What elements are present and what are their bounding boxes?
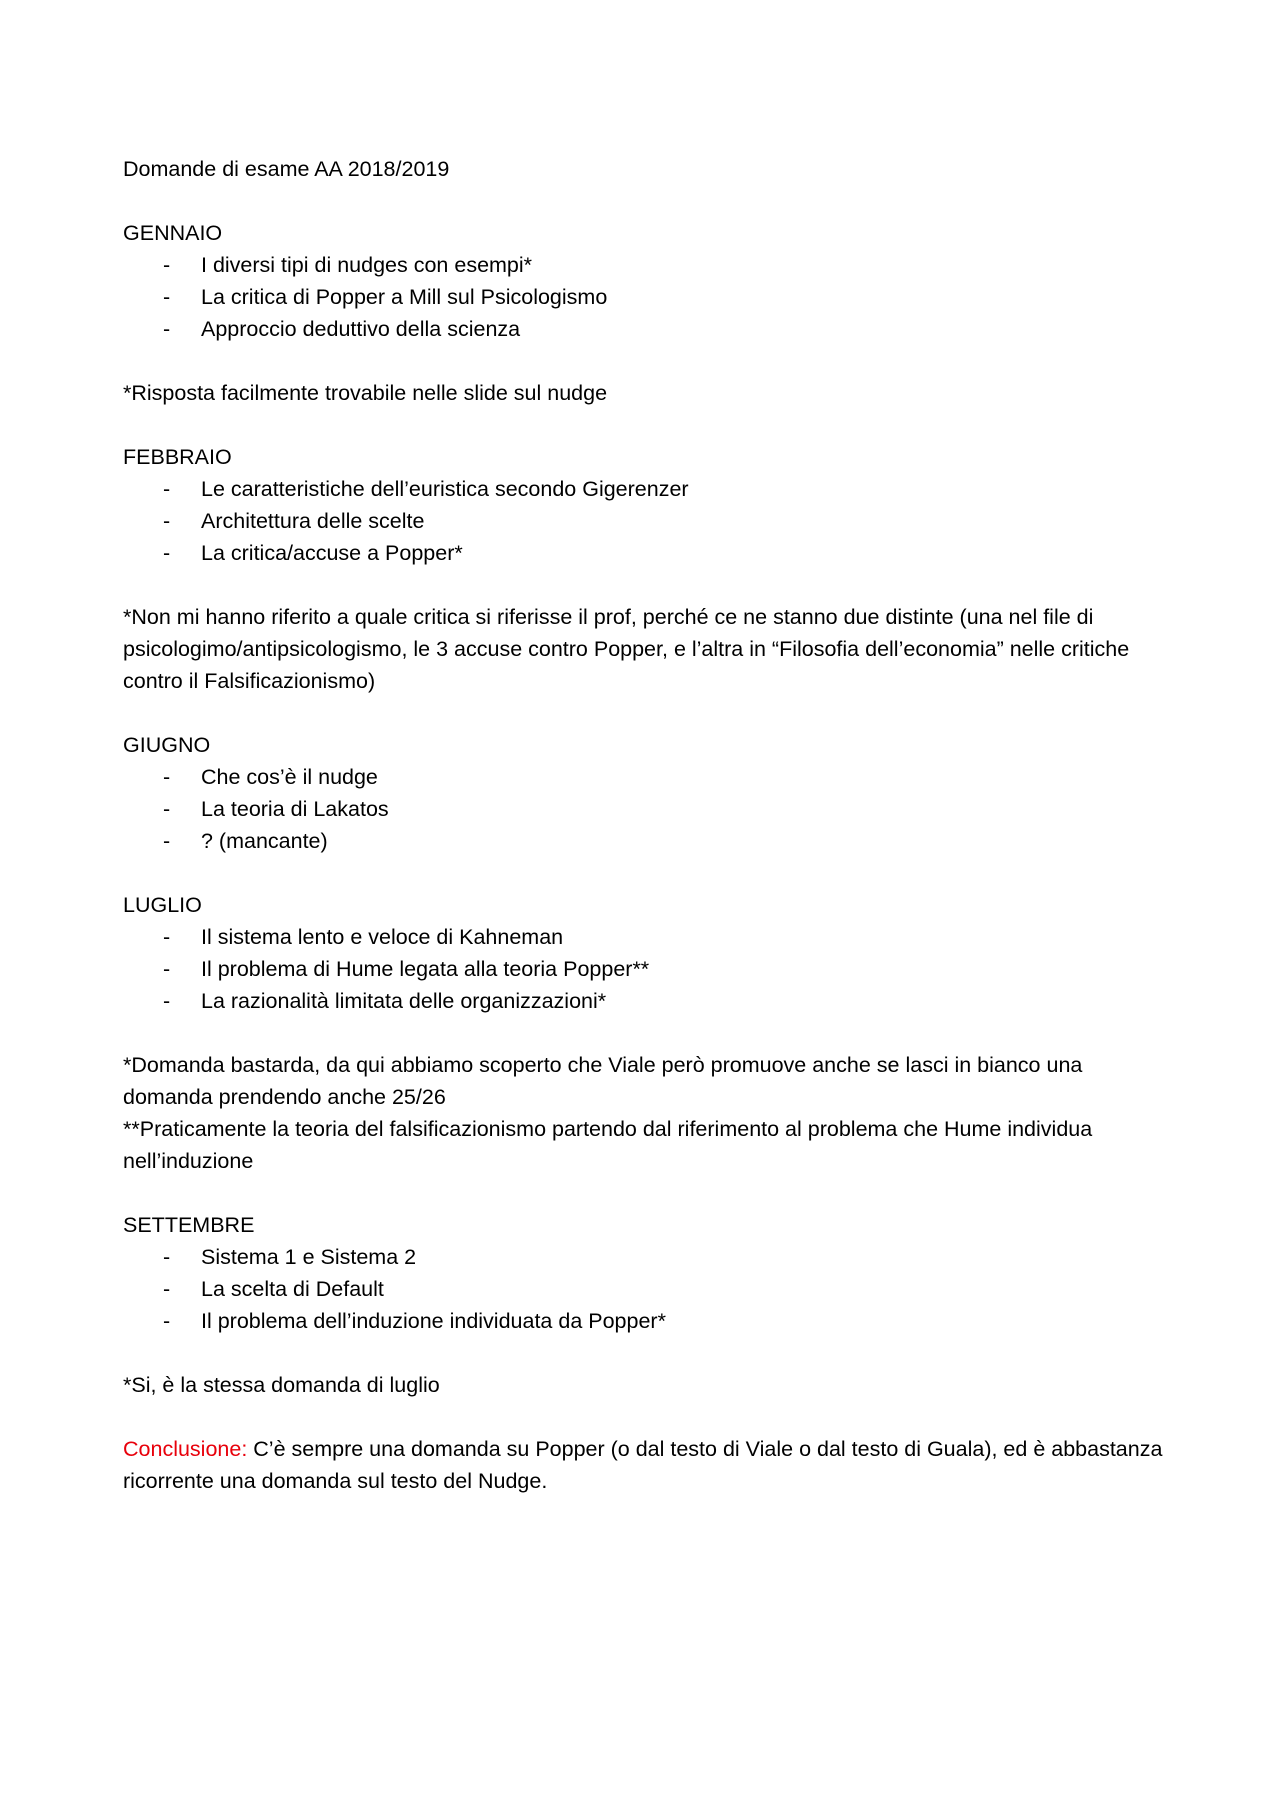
section-gennaio [123,217,1163,441]
section-settembre [123,1209,1163,1433]
list-item [123,537,1163,569]
bullet-dash: - [163,317,171,341]
question-text: Sistema 1 e Sistema 2 [201,1245,417,1269]
section-note: *Domanda bastarda, da qui abbiamo scoperto che Viale però promuove anche se lasci in bianco una domanda prendendo anche 25/26 [123,1053,1083,1109]
bullet-dash: - [163,1277,171,1301]
question-text: La critica/accuse a Popper* [201,541,463,565]
bullet-dash: - [163,925,171,949]
list-item [123,921,1163,953]
spacer [123,185,1163,217]
list-item [123,985,1163,1017]
question-list [123,249,1163,345]
question-text: Il problema dell’induzione individuata da Popper* [201,1309,666,1333]
conclusion-paragraph [123,1433,1163,1497]
section-heading: GIUGNO [123,733,211,757]
bullet-dash: - [163,285,171,309]
spacer [123,569,1163,601]
list-item [123,761,1163,793]
bullet-dash: - [163,509,171,533]
bullet-dash: - [163,477,171,501]
list-item [123,953,1163,985]
section-heading: LUGLIO [123,893,202,917]
spacer [123,857,1163,889]
bullet-dash: - [163,253,171,277]
list-item [123,793,1163,825]
list-item [123,825,1163,857]
question-text: Approccio deduttivo della scienza [201,317,521,341]
section-heading: FEBBRAIO [123,445,232,469]
section-note: **Praticamente la teoria del falsificazionismo partendo dal riferimento al problema che Hume individua nell’induzione [123,1117,1093,1173]
list-item [123,249,1163,281]
list-item [123,313,1163,345]
list-item [123,505,1163,537]
bullet-dash: - [163,797,171,821]
section-note: *Si, è la stessa domanda di luglio [123,1373,440,1397]
section-note: *Non mi hanno riferito a quale critica si riferisse il prof, perché ce ne stanno due distinte (una nel file di psicologimo/antipsicologismo, le 3 accuse contro Popper, e l’altra in “Filosofia dell’economia” nelle critiche contro il Falsificazionismo) [123,605,1130,693]
spacer [123,1401,1163,1433]
question-text: ? (mancante) [201,829,328,853]
section-febbraio [123,441,1163,729]
spacer [123,345,1163,377]
section-note: *Risposta facilmente trovabile nelle slide sul nudge [123,381,608,405]
list-item [123,1305,1163,1337]
bullet-dash: - [163,957,171,981]
bullet-dash: - [163,765,171,789]
list-item [123,1241,1163,1273]
section-luglio [123,889,1163,1209]
spacer [123,1177,1163,1209]
question-text: La critica di Popper a Mill sul Psicologismo [201,285,608,309]
bullet-dash: - [163,1309,171,1333]
section-heading: GENNAIO [123,221,223,245]
question-text: I diversi tipi di nudges con esempi* [201,253,533,277]
bullet-dash: - [163,989,171,1013]
question-text: Architettura delle scelte [201,509,425,533]
question-list [123,921,1163,1017]
question-text: Che cos’è il nudge [201,765,378,789]
section-heading: SETTEMBRE [123,1213,255,1237]
question-list [123,473,1163,569]
question-text: Il problema di Hume legata alla teoria Popper** [201,957,650,981]
bullet-dash: - [163,829,171,853]
spacer [123,1017,1163,1049]
document-page [123,153,1163,1497]
question-text: La scelta di Default [201,1277,384,1301]
conclusion-label: Conclusione: [123,1437,248,1461]
list-item [123,281,1163,313]
spacer [123,409,1163,441]
spacer [123,1337,1163,1369]
conclusion-text: C’è sempre una domanda su Popper (o dal testo di Viale o dal testo di Guala), ed è abbastanza ricorrente una domanda sul testo del Nudge. [123,1437,1163,1493]
document-title: Domande di esame AA 2018/2019 [123,157,450,181]
bullet-dash: - [163,541,171,565]
question-list [123,1241,1163,1337]
spacer [123,697,1163,729]
list-item [123,473,1163,505]
section-giugno [123,729,1163,889]
list-item [123,1273,1163,1305]
question-text: La razionalità limitata delle organizzazioni* [201,989,607,1013]
question-text: La teoria di Lakatos [201,797,389,821]
question-text: Il sistema lento e veloce di Kahneman [201,925,564,949]
question-list [123,761,1163,857]
bullet-dash: - [163,1245,171,1269]
question-text: Le caratteristiche dell’euristica secondo Gigerenzer [201,477,689,501]
